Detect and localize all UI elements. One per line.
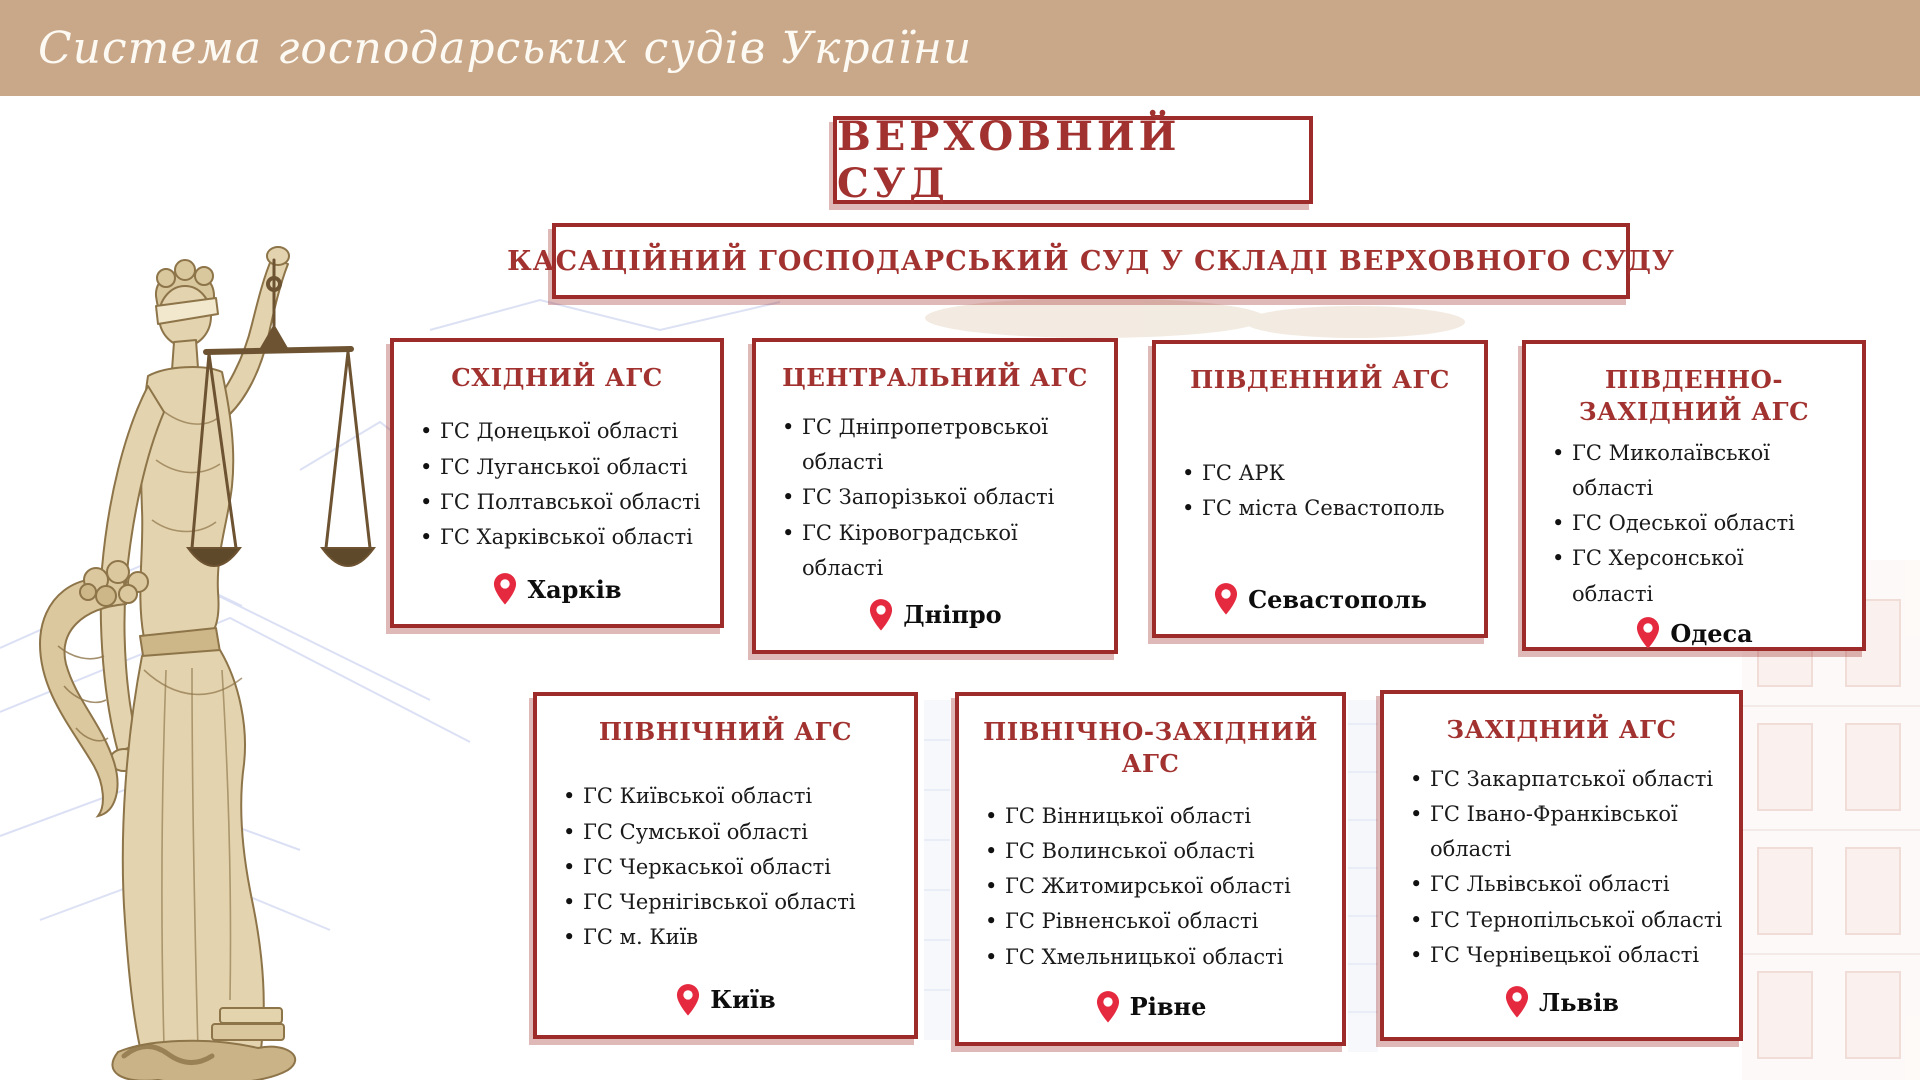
- court-list-item: • ГС Івано-Франківської області: [1410, 797, 1727, 868]
- city-row: [394, 572, 720, 606]
- court-list: [537, 771, 914, 955]
- court-list: [959, 791, 1342, 975]
- city-row: [537, 983, 914, 1017]
- court-list: [756, 402, 1114, 586]
- court-list-item: • ГС Луганської області: [420, 450, 708, 485]
- court-title: ПІВДЕННИЙ АГС: [1190, 365, 1450, 394]
- court-title: ЦЕНТРАЛЬНИЙ АГС: [782, 363, 1088, 392]
- supreme-court-label: ВЕРХОВНИЙ СУД: [837, 113, 1181, 207]
- court-city: Львів: [1539, 987, 1619, 1017]
- court-list-item: • ГС Харківської області: [420, 520, 708, 555]
- court-list-item: • ГС Вінницької області: [985, 799, 1330, 834]
- court-title: ПІВНІЧНИЙ АГС: [598, 717, 853, 746]
- court-list-item: • ГС Черкаської області: [563, 850, 902, 885]
- court-card-north: [533, 692, 918, 1039]
- court-list-item: • ГС Житомирської області: [985, 869, 1330, 904]
- court-list-item: • ГС Рівненської області: [985, 904, 1330, 939]
- court-city: Дніпро: [903, 600, 1002, 630]
- city-row: [756, 598, 1114, 632]
- map-pin-icon: [492, 572, 518, 606]
- court-list-item: • ГС Чернігівської області: [563, 885, 902, 920]
- court-card-central: [752, 338, 1118, 654]
- court-list-item: • ГС Хмельницької області: [985, 940, 1330, 975]
- supreme-court-box: [833, 113, 1313, 207]
- court-card-south: [1152, 340, 1488, 638]
- map-pin-icon: [1635, 616, 1661, 650]
- court-card-northwest: [955, 692, 1346, 1046]
- court-list: [1156, 448, 1484, 527]
- city-row: [959, 990, 1342, 1024]
- court-list-item: • ГС Закарпатської області: [1410, 762, 1727, 797]
- court-city: Рівне: [1129, 992, 1207, 1022]
- lady-justice-illustration: [6, 200, 386, 1080]
- court-city: Одеса: [1670, 618, 1753, 648]
- court-card-southwest: [1522, 340, 1866, 651]
- court-list-item: • ГС Сумської області: [563, 815, 902, 850]
- court-list: [1526, 428, 1862, 612]
- court-list-item: • ГС Миколаївської області: [1552, 436, 1820, 507]
- court-title: ЗАХІДНИЙ АГС: [1446, 715, 1677, 744]
- court-list-item: • ГС Тернопільської області: [1410, 903, 1727, 938]
- court-card-east: [390, 338, 724, 628]
- header-banner: [0, 0, 1920, 96]
- court-list-item: • ГС м. Київ: [563, 920, 902, 955]
- court-list-item: • ГС Львівської області: [1410, 867, 1727, 902]
- court-list-item: • ГС Херсонської області: [1552, 541, 1820, 612]
- cassation-court-label: КАСАЦІЙНИЙ ГОСПОДАРСЬКИЙ СУД У СКЛАДІ ВЕРХОВНОГО СУДУ: [507, 245, 1675, 277]
- court-list-item: • ГС Чернівецької області: [1410, 938, 1727, 973]
- court-list-item: • ГС Київської області: [563, 779, 902, 814]
- city-row: [1156, 582, 1484, 616]
- court-title: ПІВДЕННО-ЗАХІДНИЙ АГС: [1578, 365, 1810, 426]
- court-card-west: [1380, 690, 1743, 1041]
- court-list-item: • ГС Одеської області: [1552, 506, 1820, 541]
- court-list-item: • ГС Волинської області: [985, 834, 1330, 869]
- court-city: Севастополь: [1248, 584, 1427, 614]
- map-pin-icon: [1213, 582, 1239, 616]
- court-city: Харків: [527, 574, 622, 604]
- map-pin-icon: [1504, 985, 1530, 1019]
- court-list-item: • ГС Донецької області: [420, 414, 708, 449]
- court-list-item: • ГС Кіровоградської області: [782, 516, 1102, 587]
- court-title: СХІДНИЙ АГС: [451, 363, 663, 392]
- court-list: [394, 406, 720, 555]
- city-row: [1526, 616, 1862, 650]
- court-list-item: • ГС Запорізької області: [782, 480, 1102, 515]
- map-pin-icon: [1095, 990, 1121, 1024]
- court-list: [1384, 754, 1739, 974]
- page-title: Система господарських судів України: [38, 22, 973, 74]
- court-list-item: • ГС АРК: [1182, 456, 1472, 491]
- court-list-item: • ГС Полтавської області: [420, 485, 708, 520]
- cassation-court-box: [507, 223, 1675, 299]
- city-row: [1384, 985, 1739, 1019]
- map-pin-icon: [675, 983, 701, 1017]
- map-pin-icon: [868, 598, 894, 632]
- court-city: Київ: [710, 985, 776, 1015]
- court-title: ПІВНІЧНО-ЗАХІДНИЙ АГС: [983, 717, 1318, 778]
- court-list-item: • ГС міста Севастополь: [1182, 491, 1472, 526]
- court-list-item: • ГС Дніпропетровської області: [782, 410, 1102, 481]
